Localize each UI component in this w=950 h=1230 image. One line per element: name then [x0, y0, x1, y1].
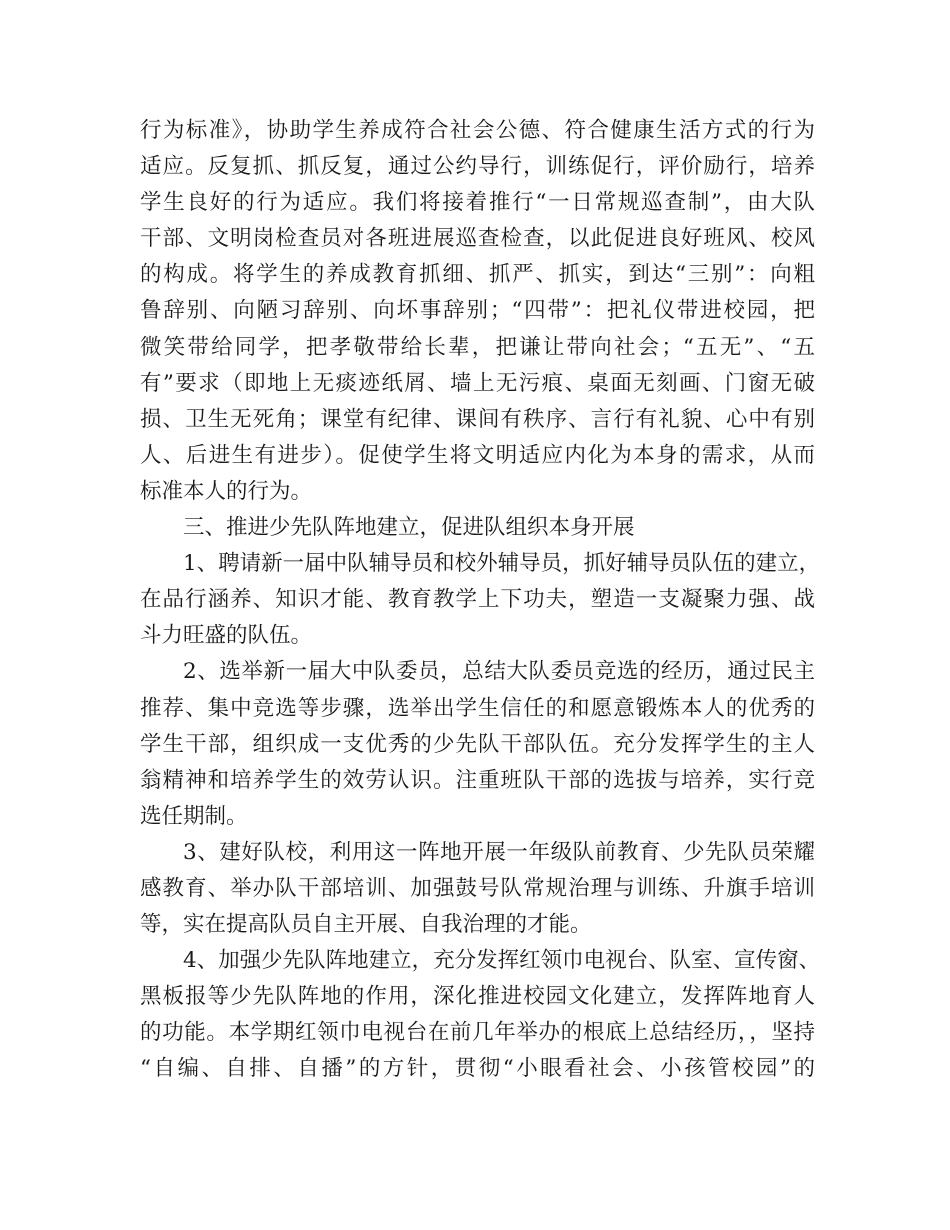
text-line: 人、后进生有进步）。促使学生将文明适应内化为本身的需求，从而: [140, 442, 815, 468]
text-line: 微笑带给同学，把孝敬带给长辈，把谦让带向社会；“五无”、“五: [140, 334, 815, 360]
section-heading: 三、推进少先队阵地建立，促进队组织本身开展: [183, 515, 635, 541]
text-line: 标准本人的行为。: [140, 478, 313, 504]
text-line: 鲁辞别、向陋习辞别、向坏事辞别；“四带”：把礼仪带进校园，把: [140, 298, 815, 324]
text-line: 学生良好的行为适应。我们将接着推行“一日常规巡查制”，由大队: [140, 190, 815, 216]
document-body: [140, 113, 821, 1088]
text-line: 的功能。本学期红领巾电视台在前几年举办的根底上总结经历，，坚持: [140, 1020, 815, 1046]
text-line: 等，实在提高队员自主开展、自我治理的才能。: [140, 912, 592, 938]
text-line: 行为标准》，协助学生养成符合社会公德、符合健康生活方式的行为: [140, 118, 815, 143]
text-line: “自编、自排、自播”的方针，贯彻“小眼看社会、小孩管校园”的: [140, 1056, 815, 1082]
text-line: 有”要求（即地上无痰迹纸屑、墙上无污痕、桌面无刻画、门窗无破: [140, 370, 815, 396]
text-line: 2、选举新一届大中队委员，总结大队委员竞选的经历，通过民主: [183, 659, 815, 685]
text-line: 选任期制。: [140, 803, 248, 829]
text-line: 4、加强少先队阵地建立，充分发挥红领巾电视台、队室、宣传窗、: [183, 948, 821, 974]
text-line: 3、建好队校，利用这一阵地开展一年级队前教育、少先队员荣耀: [183, 839, 815, 865]
text-line: 推荐、集中竞选等步骤，选举出学生信任的和愿意锻炼本人的优秀的: [140, 695, 815, 721]
text-line: 斗力旺盛的队伍。: [140, 623, 313, 649]
text-line: 感教育、举办队干部培训、加强鼓号队常规治理与训练、升旗手培训: [140, 875, 815, 901]
text-line: 翁精神和培养学生的效劳认识。注重班队干部的选拔与培养，实行竞: [140, 767, 815, 793]
text-line: 干部、文明岗检查员对各班进展巡查检查，以此促进良好班风、校风: [140, 226, 815, 252]
text-line: 的构成。将学生的养成教育抓细、抓严、抓实，到达“三别”：向粗: [140, 262, 815, 288]
text-line: 损、卫生无死角；课堂有纪律、课间有秩序、言行有礼貌、心中有别: [140, 406, 815, 432]
text-line: 黑板报等少先队阵地的作用，深化推进校园文化建立，发挥阵地育人: [140, 984, 815, 1010]
text-line: 学生干部，组织成一支优秀的少先队干部队伍。充分发挥学生的主人: [140, 731, 815, 757]
text-line: 适应。反复抓、抓反复，通过公约导行，训练促行，评价励行，培养: [140, 154, 815, 180]
text-line: 在品行涵养、知识才能、教育教学上下功夫，塑造一支凝聚力强、战: [140, 587, 815, 613]
text-line: 1、聘请新一届中队辅导员和校外辅导员，抓好辅导员队伍的建立，: [183, 551, 821, 577]
